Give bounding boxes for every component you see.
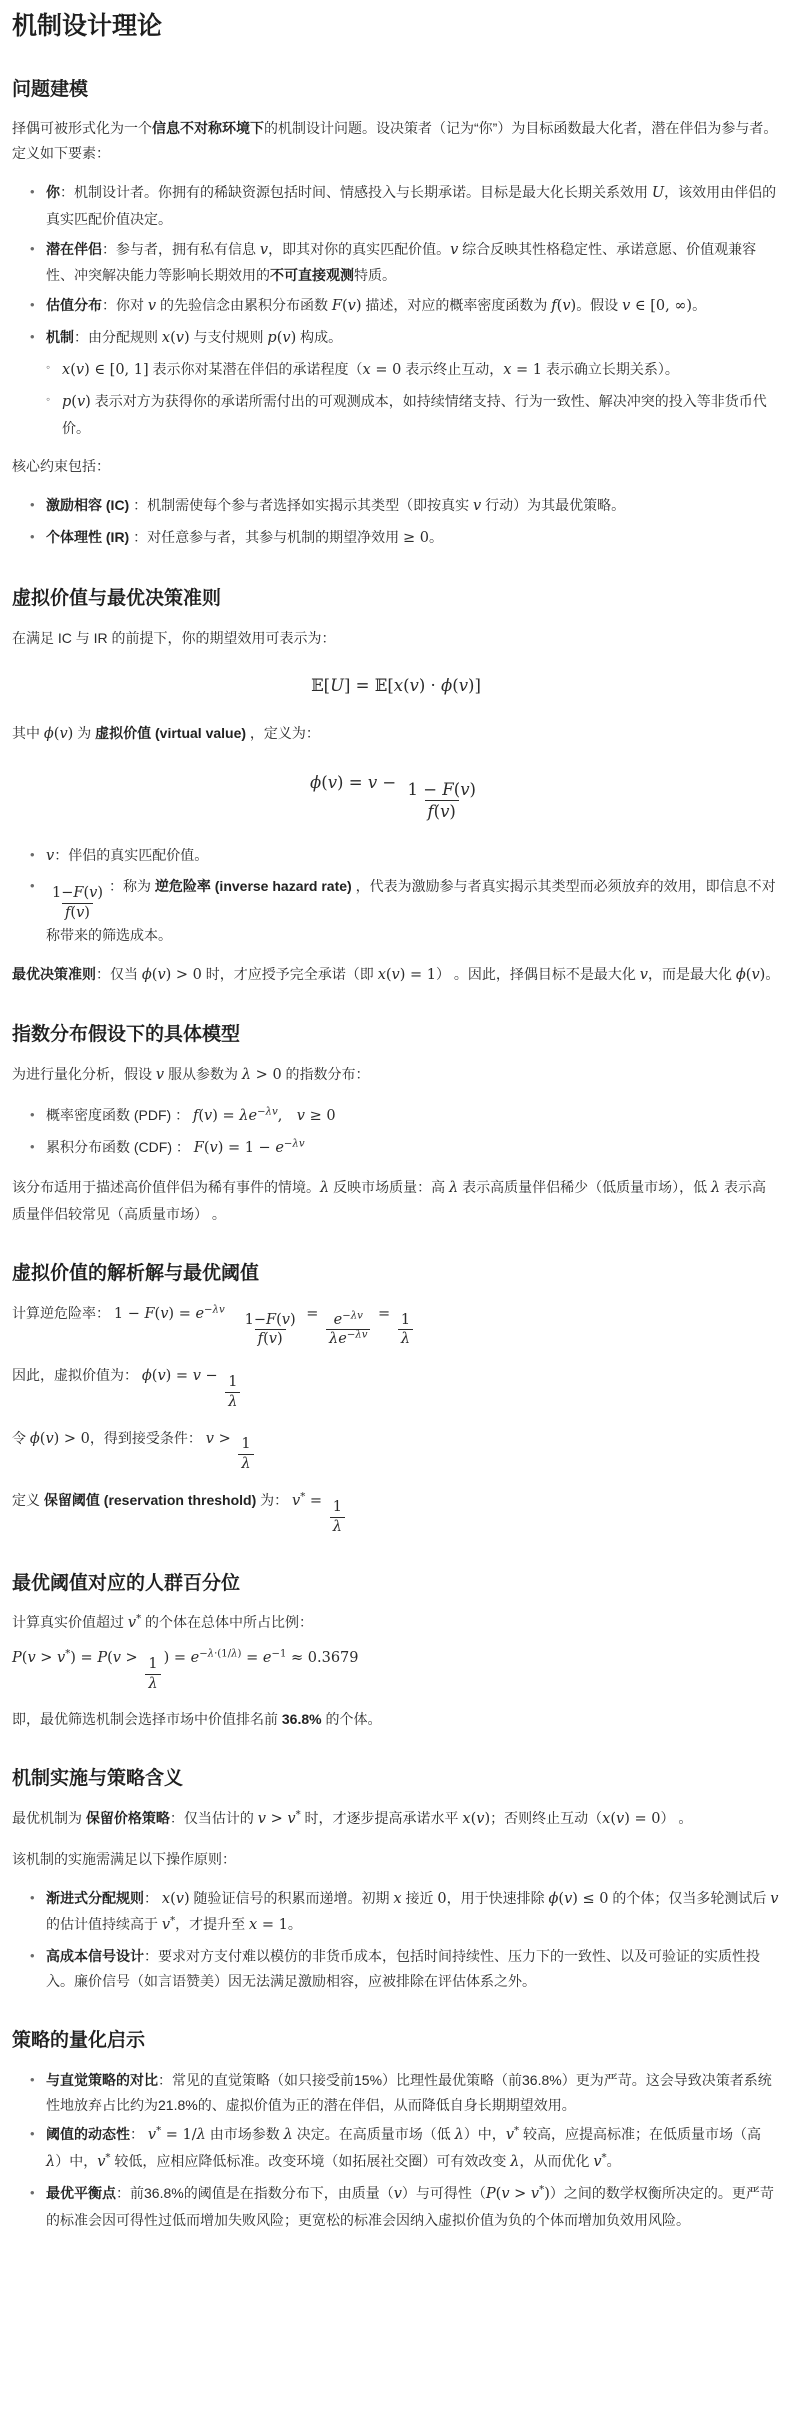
list-item [46,874,780,947]
math-run: p(v) [267,330,297,347]
list-item [46,1886,780,1940]
paragraph [12,1645,780,1693]
text-run: 由市场参数 [205,2126,284,2143]
fraction-denominator: λ [330,1517,345,1537]
math-run: x(v) ∈ [0, 1] [62,361,149,378]
fraction-numerator: 1−F(v) [244,1311,296,1328]
text-run: 。假设 [576,297,623,314]
superscript: −λv [346,1329,368,1341]
math-run: x(v) [161,1890,190,1907]
math-run: = [301,1305,324,1322]
paragraph [12,1062,780,1089]
superscript: * [514,2125,520,2137]
math-run: p(v) [62,393,91,410]
math-run: P(v > v*) = P(v > [12,1648,143,1666]
text-run: 较低，应相应降低标准。改变环境（如拓展社交圈）可有效改变 [110,2153,511,2170]
math-run: λ [448,1180,459,1197]
text-run: 的机制设计问题。设决策者（记为“你”）为目标函数最大化者，潜在伴侣为参与者。定义如下要素： [12,120,778,162]
fraction [49,884,106,923]
bold-run: 机制 [46,329,74,346]
text-run: 策略的量化启示 [12,2030,146,2052]
text-run: ：对任意参与者，其参与机制的期望净效用 [129,529,403,546]
text-run: 表示高质量伴侣较常见（高质量市场） 。 [12,1179,767,1223]
math-run: v > v* [257,1809,301,1827]
superscript: * [601,2152,607,2164]
math-run: F(v) [331,298,362,315]
paragraph [12,1426,780,1474]
math-run: x(v) [161,330,190,347]
math-run: ϕ(v) > 0 [29,1430,90,1447]
math-run: v [393,2186,402,2203]
math-run: $f(v) = \lambda e^{-\lambda v}$, v ≥ 0 [193,1106,336,1124]
list-item [46,493,780,520]
text-run: 。 [692,297,707,314]
paragraph [12,1363,780,1411]
text-run: 较高，应提高标准；在低质量市场（高 [519,2126,761,2143]
paragraph [12,1301,780,1349]
paragraph [12,1847,780,1872]
list-item [46,525,780,552]
section-heading [12,77,780,103]
math-run: 𝔼[U] = 𝔼[x(v) · ϕ(v)] [311,675,481,695]
text-run: ：机制需使每个参与者选择如实揭示其类型（即按真实 [129,497,473,514]
text-run [225,1305,239,1321]
math-run: ) = $e^{-\lambda\cdot(1/\lambda)} = e^{-1} \approx 0.3679$ [163,1648,359,1666]
paragraph [12,626,780,651]
bold-run: 你 [46,183,60,200]
math-run: $1 - F(v) = e^{-\lambda v}$ [113,1304,225,1322]
fraction-numerator: 1 [148,1655,158,1672]
text-run: ）与可得性（ [401,2185,486,2202]
math-run: v [639,966,648,983]
text-run: 虚拟价值与最优决策准则 [12,587,222,609]
bold-run: 高成本信号设计 [46,1948,144,1965]
math-run: ≥ 0 [403,530,429,547]
bold-run: 虚拟价值 (virtual value) [95,724,247,741]
text-run: 的个体。 [321,1711,382,1728]
bold-run: 36.8% [281,1711,322,1728]
text-run: 特质。 [354,267,396,284]
math-run: v* [593,2152,607,2171]
text-run: 虚拟价值的解析解与最优阈值 [12,1263,260,1285]
text-run: ： [130,2126,148,2143]
fraction-numerator: 1 [241,1436,251,1453]
paragraph [12,721,780,748]
math-run: U [651,184,665,201]
fraction-numerator: 1 [400,1311,411,1328]
math-run: P(v > v*) [485,2184,550,2203]
text-run: 反映市场质量：高 [329,1179,449,1196]
fraction [225,1373,240,1412]
math-run: λ > 0 [241,1067,282,1084]
superscript: −λv [204,1304,225,1316]
math-run: x [393,1890,402,1907]
fraction-numerator: 1 − F(v) [407,779,476,799]
paragraph [12,962,780,989]
math-run: = [373,1305,395,1322]
fraction-numerator: • 1−F(v) [52,885,103,902]
text-run: ：称为 [108,878,155,895]
text-run: 构成。 [296,329,343,346]
fraction [404,779,478,823]
math-run: λ [454,2127,464,2144]
text-run: 的估计值持续高于 [46,1916,162,1933]
text-run: ：由分配规则 [74,329,162,346]
math-run: v [147,298,157,315]
text-run: 。 [428,529,443,546]
text-run: ，用于快速排除 [446,1889,549,1906]
text-run: 最优阈值对应的人群百分位 [12,1572,241,1594]
text-run: 时，才应授予完全承诺（即 [201,965,378,982]
display-formula [12,768,780,823]
list-item [46,1135,780,1162]
text-run: 核心约束包括： [12,458,110,475]
text-run: 计算真实价值超过 [12,1614,128,1631]
text-run: 令 [12,1429,30,1446]
text-run: 为进行量化分析，假设 [12,1066,156,1083]
math-run: v > [205,1430,236,1447]
superscript: −λv [283,1138,305,1150]
bold-run: 阈值的动态性 [46,2126,130,2143]
bullet-list [12,1886,780,1994]
list-item [46,237,780,289]
paragraph [12,116,780,166]
text-run: ：常见的直觉策略（如只接受前15%）比理性最优策略（前36.8%）更为严苛。这会导致决策者系统性地放弃占比约为21.8%的、虚拟价值为正的潜在伴侣，从而降低自身长期期望效用。 [46,2071,772,2113]
math-run: ϕ(v) [735,966,766,983]
math-run: λ [283,2127,293,2144]
fraction-denominator: λ [238,1454,253,1474]
text-run: 的个体在总体中所占比例： [141,1614,314,1631]
superscript: −λv [342,1309,363,1321]
list-item [46,2068,780,2118]
bold-run: 信息不对称环境下 [152,120,264,137]
superscript: −λ·(1/λ) [199,1648,242,1660]
text-run: 其中 [12,724,44,741]
text-run: 概率密度函数 (PDF) ： [46,1106,193,1123]
math-run: λ [46,2154,56,2171]
text-run: 时，才逐步提高承诺水平 [300,1809,463,1826]
paragraph [12,1175,780,1227]
text-run: 行动）为其最优策略。 [481,497,626,514]
text-run: ）中， [55,2153,98,2170]
sub-list-item [62,357,780,384]
fraction-denominator: f(v) [425,800,459,822]
text-run: 表示终止互动， [401,360,504,377]
section-heading [12,1571,780,1597]
section-heading [12,1766,780,1792]
text-run: ：伴侣的真实匹配价值。 [54,846,209,863]
section-heading [12,1261,780,1287]
fraction-numerator: $e^{-\lambda v}$ [333,1309,363,1328]
math-run: v [46,847,55,864]
bold-run: 与直觉策略的对比 [46,2071,158,2088]
list-item [46,2122,780,2176]
section-heading [12,1022,780,1048]
bold-run: 渐进式分配规则 [46,1889,144,1906]
math-run: v [155,1067,165,1084]
text-run: ，而是最大化 [647,965,736,982]
text-run: 服从参数为 [164,1066,242,1083]
bold-run: 保留阈值 (reservation threshold) [43,1492,257,1509]
list-item [46,1944,780,1994]
math-run: v [770,1890,779,1907]
fraction-denominator: λ [398,1329,413,1349]
text-run: 。 [606,2153,621,2170]
text-run: ，得到接受条件： [89,1429,206,1446]
math-run: ϕ(v) > 0 [141,966,202,983]
fraction [145,1655,160,1694]
math-run: $F(v) = 1 - e^{-\lambda v}$ [193,1138,305,1156]
bullet-list [12,180,780,441]
bold-run: 估值分布 [46,297,102,314]
fraction-denominator: λ [225,1392,240,1412]
bullet-list [12,843,780,948]
text-run: ，定义为： [246,724,320,741]
fraction [326,1311,370,1350]
bold-run: 最优平衡点 [46,2185,116,2202]
fraction [238,1435,253,1474]
section-heading [12,2028,780,2054]
text-run: 最优机制为 [12,1809,86,1826]
bold-run: 潜在伴侣 [46,240,102,257]
fraction [330,1498,345,1537]
math-run: ϕ(v) = v − [310,772,402,792]
bold-run: 逆危险率 (inverse hazard rate) [154,878,352,895]
fraction-denominator: f(v) [62,903,93,923]
text-run: ：参与者，拥有私有信息 [102,240,260,257]
superscript: * [300,1491,306,1503]
bold-run: 激励相容 (IC) [46,497,130,514]
math-run: ϕ(v) ≤ 0 [548,1890,609,1907]
text-run: 综合反映其性格稳定性、承诺意愿、价值观兼容性、冲突解决能力等影响长期效用的 [46,240,757,284]
math-run: v* [505,2125,520,2144]
superscript: * [105,2152,111,2164]
superscript: * [136,1613,142,1625]
text-run: 的个体；仅当多轮测试后 [608,1889,771,1906]
text-run: ，从而优化 [519,2153,594,2170]
text-run: 决定。在高质量市场（低 [292,2126,455,2143]
math-run: ϕ(v) [43,725,74,742]
text-run: 即，最优筛选机制会选择市场中价值排名前 [12,1711,282,1728]
document-body [12,77,780,2233]
fraction [398,1311,413,1350]
text-run: 该机制的实施需满足以下操作原则： [12,1850,236,1867]
text-run: 为： [256,1492,293,1509]
list-item [46,2181,780,2233]
section-heading [12,586,780,612]
math-run: λ [710,1180,721,1197]
text-run: 定义 [12,1492,44,1509]
text-run: 。 [287,1916,302,1933]
text-run: 接近 [401,1889,438,1906]
fraction-denominator: λ [145,1674,160,1694]
fraction-numerator: 1 [228,1373,238,1390]
superscript: * [156,2125,162,2137]
text-run: ）中， [463,2126,506,2143]
text-run: ；否则终止互动（ [490,1809,603,1826]
text-run: 。 [765,965,780,982]
text-run: 表示高质量伴侣稀少（低质量市场），低 [458,1179,711,1196]
text-run: 的指数分布： [281,1066,370,1083]
text-run: ）之间的数学权衡所决定的。更严苛的标准会因可得性过低而增加失败风险；更宽松的标准会因纳入虚拟价值为负的个体而增加负效用风险。 [46,2185,774,2228]
superscript: * [170,1915,176,1927]
fraction-numerator: 1 [332,1498,342,1515]
paragraph [12,1610,780,1637]
math-run: x(v) [462,1810,491,1827]
sub-list-item [62,389,780,441]
text-run: ，该效用由伴侣的真实匹配价值决定。 [46,183,777,227]
text-run: 随验证信号的积累而递增。初期 [189,1889,394,1906]
list-item [46,180,780,232]
math-run: λ [320,1180,330,1197]
math-run: x(v) = 0 [602,1810,661,1827]
math-run: λ [510,2154,520,2171]
display-formula [12,671,780,701]
paragraph [12,1806,780,1833]
paragraph [12,1707,780,1732]
list-item [46,293,780,320]
text-run: 择偶可被形式化为一个 [12,120,152,137]
bullet-list [12,2068,780,2233]
text-run: ） 。因此，择偶目标不是最大化 [436,965,640,982]
text-run: ：要求对方支付难以模仿的非货币成本，包括时间持续性、压力下的一致性、以及可验证的实质性投入。廉价信号（如言语赞美）因无法满足激励相容，应被排除在评估体系之外。 [46,1948,760,1990]
fraction [242,1311,299,1350]
math-run: v* [97,2152,111,2171]
bold-run: 保留价格策略 [85,1809,170,1826]
text-run: 描述，对应的概率密度函数为 [361,297,552,314]
math-run: v* = 1/λ [147,2125,206,2144]
text-run: ：机制设计者。你拥有的稀缺资源包括时间、情感投入与长期承诺。目标是最大化长期关系效用 [60,183,652,200]
math-run: v [450,241,459,258]
superscript: −λv [257,1106,278,1118]
text-run: 与支付规则 [189,329,268,346]
bold-run: 不可直接观测 [270,267,354,284]
text-run: 在满足 IC 与 IR 的前提下，你的期望效用可表示为： [12,629,336,646]
math-run: v* [127,1613,142,1632]
math-run: x(v) = 1 [377,966,436,983]
text-run: 表示确立长期关系）。 [542,360,679,377]
math-run: v [473,498,482,515]
text-run: 机制实施与策略含义 [12,1768,184,1790]
superscript: * [65,1648,71,1660]
text-run: 的先验信念由累积分布函数 [156,297,332,314]
text-run: 因此，虚拟价值为： [12,1367,142,1384]
text-run: 表示你对某潜在伴侣的承诺程度（ [148,360,363,377]
text-run: ： [144,1889,162,1906]
text-run: ，代表为激励参与者真实揭示其类型而必须放弃的效用，即信息不对称带来的筛选成本。 [46,878,776,943]
math-run: v ∈ [0, ∞) [622,298,693,315]
sub-bullet-list [46,357,780,441]
list-item [46,843,780,870]
text-run: ，即其对你的真实匹配价值。 [268,240,451,257]
math-run: v* [161,1915,176,1934]
superscript: * [295,1809,301,1821]
text-run: ，才提升至 [175,1916,250,1933]
math-run: v [259,241,269,258]
text-run: 该分布适用于描述高价值伴侣为稀有事件的情境。 [12,1179,320,1196]
text-run: ：仅当估计的 [169,1809,258,1826]
text-run: 指数分布假设下的具体模型 [12,1024,241,1046]
paragraph [12,1488,780,1536]
bold-run: 最优决策准则 [12,965,96,982]
bullet-list [12,1103,780,1162]
text-run: ：仅当 [96,965,142,982]
math-run: x = 1 [249,1917,288,1934]
text-run: ：前36.8%的阈值是在指数分布下，由质量（ [116,2185,394,2202]
math-run: x = 1 [503,361,542,378]
fraction-denominator: f(v) [255,1329,286,1349]
list-item [46,1103,780,1130]
text-run: 问题建模 [12,78,89,100]
math-run: ϕ(v) = v − [141,1368,223,1385]
superscript: −1 [271,1648,287,1660]
bullet-list [12,493,780,552]
text-run: 为 [73,724,96,741]
math-run: x = 0 [362,361,402,378]
text-run: ：你对 [102,297,148,314]
text-run: 计算逆危险率： [12,1304,114,1321]
page-title: 机制设计理论 [12,12,163,40]
text-run: ） 。 [660,1809,693,1826]
math-run: f(v) [551,298,577,315]
math-run: 0 [437,1890,447,1907]
list-item [46,325,780,440]
paragraph [12,454,780,479]
bold-run: 个体理性 (IR) [46,529,130,546]
superscript: * [539,2184,545,2196]
text-run: 累积分布函数 (CDF) ： [46,1138,194,1155]
math-run: v* = [292,1491,327,1510]
fraction-denominator: $\lambda e^{-\lambda v}$ [326,1329,370,1349]
text-run: 表示对方为获得你的承诺所需付出的可观测成本，如持续情绪支持、行为一致性、解决冲突的投入等非货币代价。 [62,392,767,436]
